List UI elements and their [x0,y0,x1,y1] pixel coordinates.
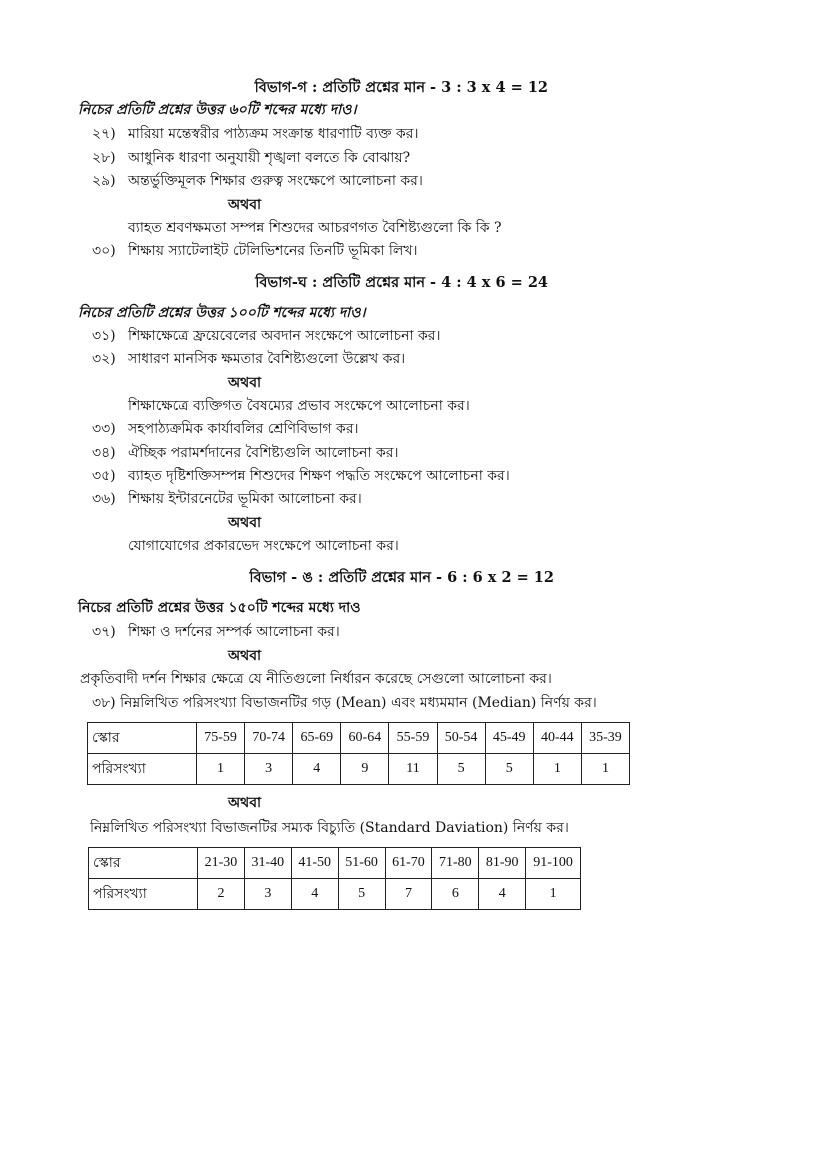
frequency-cell: 1 [581,754,629,785]
score-cell: 91-100 [526,848,581,879]
row-label: পরিসংখ্যা [88,754,197,785]
question-number: ৩৫) [92,468,116,484]
score-cell: 31-40 [244,848,291,879]
question-text: মারিয়া মন্তেস্বরীর পাঠ্যক্রম সংক্রান্ত ধারণাটি ব্যক্ত কর। [128,126,419,142]
score-cell: 81-90 [479,848,526,879]
question-30 [92,242,418,260]
frequency-cell: 1 [197,754,245,785]
question-text: ঐচ্ছিক পরামর্শদানের বৈশিষ্ট্যগুলি আলোচনা কর। [128,445,399,461]
frequency-cell: 3 [244,879,291,910]
question-37-alternative: প্রকৃতিবাদী দর্শন শিক্ষার ক্ষেত্রে যে নীতিগুলো নির্ধারন করেছে সেগুলো আলোচনা কর। [80,671,552,687]
instruction: নিচের প্রতিটি প্রশ্নের উত্তর ১০০টি শব্দের মধ্যে দাও। [78,305,366,321]
frequency-cell: 6 [432,879,479,910]
score-cell: 60-64 [341,723,389,754]
section-heading: বিভাগ - ঙ : প্রতিটি প্রশ্নের মান - 6 : 6 x 2 = 12 [249,569,554,586]
question-number: ৩১) [92,328,116,344]
score-cell: 61-70 [385,848,432,879]
question-text: শিক্ষা ও দর্শনের সম্পর্ক আলোচনা কর। [128,624,340,640]
frequency-cell: 1 [533,754,581,785]
question-text: শিক্ষাক্ষেত্রে ফ্রয়েবেলের অবদান সংক্ষেপে আলোচনা কর। [128,328,441,344]
question-28 [92,149,410,167]
question-33 [92,420,359,438]
question-number: ৩৭) [92,624,116,640]
question-number: ৩৩) [92,421,116,437]
frequency-table-1 [87,722,630,785]
score-cell: 71-80 [432,848,479,879]
row-label: স্কোর [89,848,198,879]
question-number: ২৮) [92,150,116,166]
frequency-cell: 5 [437,754,485,785]
question-37 [92,623,340,641]
question-number: ৩৪) [92,445,116,461]
question-29-alternative: ব্যাহত শ্রবণক্ষমতা সম্পন্ন শিশুদের আচরণগত বৈশিষ্ট্যগুলো কি কি ? [128,220,502,236]
table-row [89,848,581,879]
question-35 [92,467,510,485]
score-cell: 41-50 [291,848,338,879]
question-text: শিক্ষায় স্যাটেলাইট টেলিভিশনের তিনটি ভূমিকা লিখ। [128,243,418,259]
frequency-cell: 3 [245,754,293,785]
frequency-cell: 5 [338,879,385,910]
question-38-alternative: নিম্নলিখিত পরিসংখ্যা বিভাজনটির সম্যক বিচ্যুতি (Standard Daviation) নির্ণয় কর। [90,820,569,836]
frequency-cell: 11 [389,754,437,785]
table-row [88,754,630,785]
score-cell: 75-59 [197,723,245,754]
instruction: নিচের প্রতিটি প্রশ্নের উত্তর ৬০টি শব্দের মধ্যে দাও। [78,102,357,118]
question-38: ৩৮) নিম্নলিখিত পরিসংখ্যা বিভাজনটির গড় (Mean) এবং মধ্যমমান (Median) নির্ণয় কর। [92,695,597,711]
question-34 [92,444,399,462]
frequency-cell: 1 [526,879,581,910]
question-29 [92,172,423,190]
frequency-cell: 4 [293,754,341,785]
question-text: সহপাঠ্যক্রমিক কার্যাবলির শ্রেণিবিভাগ কর। [128,421,359,437]
or-label: অথবা [228,515,262,531]
table-row [88,723,630,754]
frequency-cell: 4 [291,879,338,910]
score-cell: 70-74 [245,723,293,754]
question-31 [92,327,440,345]
frequency-cell: 5 [485,754,533,785]
question-27 [92,125,419,143]
row-label: পরিসংখ্যা [89,879,198,910]
frequency-cell: 9 [341,754,389,785]
frequency-table-2 [88,847,581,910]
row-label: স্কোর [88,723,197,754]
or-label: অথবা [228,648,262,664]
question-32-alternative: শিক্ষাক্ষেত্রে ব্যক্তিগত বৈষম্যের প্রভাব সংক্ষেপে আলোচনা কর। [128,398,470,414]
question-32 [92,350,405,368]
frequency-cell: 4 [479,879,526,910]
section-heading: বিভাগ-ঘ : প্রতিটি প্রশ্নের মান - 4 : 4 x 6 = 24 [255,274,548,291]
question-number: ২৯) [92,173,116,189]
table-row [89,879,581,910]
score-cell: 45-49 [485,723,533,754]
question-text: অন্তর্ভুক্তিমূলক শিক্ষার গুরুত্ব সংক্ষেপে আলোচনা কর। [128,173,423,189]
score-cell: 40-44 [533,723,581,754]
question-36 [92,490,362,508]
score-cell: 51-60 [338,848,385,879]
frequency-cell: 2 [198,879,245,910]
question-number: ৩২) [92,351,116,367]
question-number: ৩৬) [92,491,116,507]
score-cell: 50-54 [437,723,485,754]
question-text: ব্যাহত দৃষ্টিশক্তিসম্পন্ন শিশুদের শিক্ষণ পদ্ধতি সংক্ষেপে আলোচনা কর। [128,468,510,484]
frequency-cell: 7 [385,879,432,910]
question-text: সাধারণ মানসিক ক্ষমতার বৈশিষ্ট্যগুলো উল্লেখ কর। [128,351,406,367]
section-heading: বিভাগ-গ : প্রতিটি প্রশ্নের মান - 3 : 3 x 4 = 12 [254,79,548,96]
score-cell: 55-59 [389,723,437,754]
question-number: ২৭) [92,126,116,142]
question-text: আধুনিক ধারণা অনুযায়ী শৃঙ্খলা বলতে কি বোঝায়? [128,150,411,166]
question-36-alternative: যোগাযোগের প্রকারভেদ সংক্ষেপে আলোচনা কর। [128,538,399,554]
instruction: নিচের প্রতিটি প্রশ্নের উত্তর ১৫০টি শব্দের মধ্যে দাও [78,600,361,616]
or-label: অথবা [228,795,262,811]
or-label: অথবা [228,197,262,213]
question-number: ৩০) [92,243,116,259]
score-cell: 65-69 [293,723,341,754]
question-text: শিক্ষায় ইন্টারনেটের ভূমিকা আলোচনা কর। [128,491,362,507]
or-label: অথবা [228,375,262,391]
score-cell: 35-39 [581,723,629,754]
score-cell: 21-30 [198,848,245,879]
